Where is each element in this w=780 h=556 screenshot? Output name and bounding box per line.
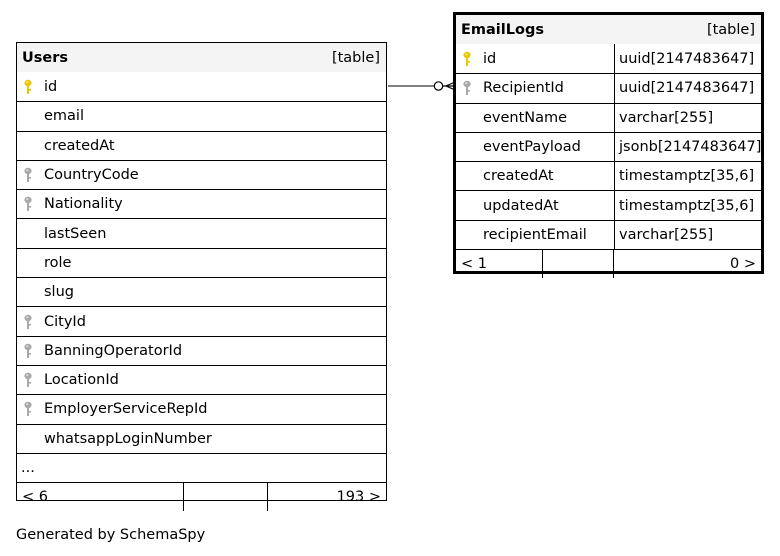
column-name: CityId	[44, 313, 86, 330]
column-name: EmployerServiceRepId	[44, 401, 208, 418]
no-key-spacer	[17, 278, 39, 306]
generated-by-credit: Generated by SchemaSpy	[16, 527, 206, 543]
users-table[interactable]	[16, 42, 387, 506]
no-key-spacer	[17, 102, 39, 130]
foreign-key-icon	[17, 307, 39, 335]
emaillogs-column-row[interactable]	[456, 132, 761, 161]
users-children-count: 193 >	[267, 483, 386, 511]
users-column-row[interactable]	[17, 248, 386, 277]
column-name: recipientEmail	[483, 226, 587, 243]
column-name: eventPayload	[483, 139, 581, 156]
emaillogs-footer-blank	[542, 250, 613, 278]
users-column-row[interactable]	[17, 131, 386, 160]
users-column-row[interactable]	[17, 189, 386, 218]
emaillogs-children-count: 0 >	[613, 250, 761, 278]
emaillogs-parents-count: < 1	[461, 256, 487, 273]
column-type: uuid[2147483647]	[614, 74, 761, 102]
emaillogs-footer	[456, 249, 761, 278]
column-name: Nationality	[44, 196, 123, 213]
users-column-row[interactable]	[17, 424, 386, 453]
column-name: whatsappLoginNumber	[44, 430, 212, 447]
column-type: uuid[2147483647]	[614, 44, 761, 73]
primary-key-icon	[456, 44, 478, 73]
users-parents-count: < 6	[22, 489, 48, 506]
users-column-row[interactable]	[17, 365, 386, 394]
emaillogs-column-row[interactable]	[456, 161, 761, 190]
column-name: BanningOperatorId	[44, 342, 183, 359]
column-type: timestamptz[35,6]	[614, 191, 761, 219]
column-type: varchar[255]	[614, 104, 761, 132]
users-more-columns	[17, 453, 386, 482]
users-column-row[interactable]	[17, 306, 386, 335]
column-name: slug	[44, 284, 74, 301]
emaillogs-table-header[interactable]	[456, 15, 761, 44]
no-key-spacer	[456, 133, 478, 161]
column-name: email	[44, 108, 84, 125]
no-key-spacer	[456, 162, 478, 190]
users-table-name: Users	[22, 49, 69, 66]
column-name: lastSeen	[44, 225, 107, 242]
column-type: varchar[255]	[614, 221, 761, 249]
users-column-row[interactable]	[17, 160, 386, 189]
foreign-key-icon	[17, 190, 39, 218]
foreign-key-icon	[17, 395, 39, 423]
no-key-spacer	[456, 191, 478, 219]
users-footer	[17, 482, 386, 511]
no-key-spacer	[17, 132, 39, 160]
no-key-spacer	[17, 249, 39, 277]
emaillogs-column-row[interactable]	[456, 73, 761, 102]
users-table-header[interactable]	[17, 43, 386, 72]
column-name: LocationId	[44, 372, 119, 389]
users-column-row[interactable]	[17, 277, 386, 306]
emaillogs-column-row[interactable]	[456, 190, 761, 219]
emaillogs-table-type: [table]	[706, 21, 755, 38]
column-name: role	[44, 254, 72, 271]
no-key-spacer	[456, 221, 478, 249]
column-type: timestamptz[35,6]	[614, 162, 761, 190]
column-name: updatedAt	[483, 197, 559, 214]
column-type: jsonb[2147483647]	[614, 133, 761, 161]
no-key-spacer	[17, 219, 39, 247]
column-name: createdAt	[44, 137, 115, 154]
primary-key-icon	[17, 72, 39, 101]
no-key-spacer	[456, 104, 478, 132]
emaillogs-table-name: EmailLogs	[461, 21, 544, 38]
users-column-row[interactable]	[17, 336, 386, 365]
foreign-key-icon	[456, 74, 478, 102]
column-name: id	[483, 50, 497, 67]
users-column-row[interactable]	[17, 72, 386, 101]
users-table-type: [table]	[331, 49, 380, 66]
emaillogs-column-row[interactable]	[456, 103, 761, 132]
users-column-row[interactable]	[17, 218, 386, 247]
foreign-key-icon	[17, 337, 39, 365]
column-name: id	[44, 78, 58, 95]
foreign-key-icon	[17, 161, 39, 189]
users-footer-blank	[183, 483, 267, 511]
emaillogs-table[interactable]	[453, 12, 764, 274]
column-name: RecipientId	[483, 80, 564, 97]
foreign-key-icon	[17, 366, 39, 394]
users-column-row[interactable]	[17, 394, 386, 423]
column-name: eventName	[483, 109, 568, 126]
users-column-row[interactable]	[17, 101, 386, 130]
users-ellipsis: ...	[21, 460, 35, 476]
column-name: createdAt	[483, 168, 554, 185]
emaillogs-column-row[interactable]	[456, 220, 761, 249]
no-key-spacer	[17, 425, 39, 453]
emaillogs-column-row[interactable]	[456, 44, 761, 73]
column-name: CountryCode	[44, 167, 139, 184]
